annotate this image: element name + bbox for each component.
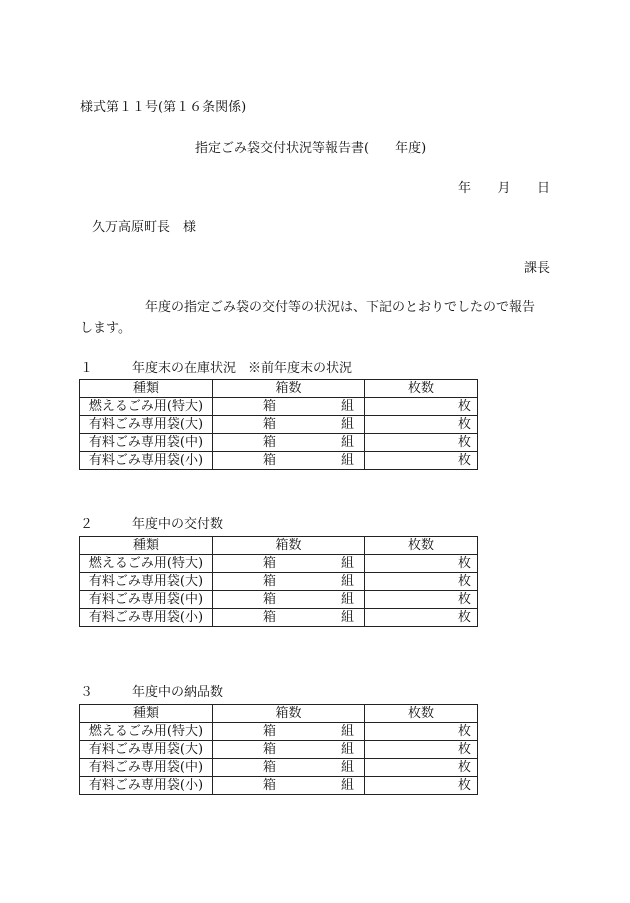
table-header-row bbox=[80, 705, 478, 723]
table-row bbox=[80, 416, 478, 434]
section-title: 年度中の納品数 bbox=[132, 685, 224, 700]
sheet-cell[interactable]: 枚 bbox=[365, 398, 478, 416]
date-month-label: 月 bbox=[497, 181, 511, 196]
sheet-cell[interactable]: 枚 bbox=[365, 555, 478, 573]
row-kind: 有料ごみ専用袋(小) bbox=[80, 452, 213, 470]
sender-title: 課長 bbox=[523, 261, 550, 276]
sheet-cell[interactable]: 枚 bbox=[365, 609, 478, 627]
header-sheets: 枚数 bbox=[365, 537, 478, 555]
table-row bbox=[80, 723, 478, 741]
body-text-line-2: します。 bbox=[80, 321, 131, 336]
header-kind: 種類 bbox=[80, 380, 213, 398]
table-row bbox=[80, 452, 478, 470]
row-kind: 有料ごみ専用袋(中) bbox=[80, 434, 213, 452]
sheet-cell[interactable]: 枚 bbox=[365, 723, 478, 741]
table-row bbox=[80, 609, 478, 627]
section-2-table bbox=[79, 536, 478, 627]
date-year-label: 年 bbox=[458, 181, 472, 196]
section-2-heading bbox=[80, 513, 223, 532]
document-title: 指定ごみ袋交付状況等報告書( 年度) bbox=[195, 141, 427, 156]
section-title: 年度末の在庫状況 bbox=[132, 361, 237, 376]
sheet-cell[interactable]: 枚 bbox=[365, 434, 478, 452]
box-set-cell[interactable]: 箱 組 bbox=[213, 555, 365, 573]
sheet-cell[interactable]: 枚 bbox=[365, 452, 478, 470]
section-note: ※前年度末の状況 bbox=[248, 361, 353, 376]
form-number: 様式第１１号(第１６条関係) bbox=[80, 100, 247, 115]
row-kind: 有料ごみ専用袋(小) bbox=[80, 609, 213, 627]
table-row bbox=[80, 759, 478, 777]
table-header-row bbox=[80, 380, 478, 398]
section-title: 年度中の交付数 bbox=[132, 517, 224, 532]
row-kind: 有料ごみ専用袋(中) bbox=[80, 591, 213, 609]
header-kind: 種類 bbox=[80, 705, 213, 723]
row-kind: 有料ごみ専用袋(大) bbox=[80, 741, 213, 759]
header-sheets: 枚数 bbox=[365, 380, 478, 398]
date-line bbox=[458, 177, 550, 196]
section-1-table bbox=[79, 379, 478, 470]
section-3-heading bbox=[80, 681, 223, 700]
box-set-cell[interactable]: 箱 組 bbox=[213, 723, 365, 741]
section-3-table bbox=[79, 704, 478, 795]
table-row bbox=[80, 591, 478, 609]
header-sheets: 枚数 bbox=[365, 705, 478, 723]
section-number: ２ bbox=[80, 517, 94, 532]
section-1-heading bbox=[80, 357, 352, 376]
box-set-cell[interactable]: 箱 組 bbox=[213, 777, 365, 795]
box-set-cell[interactable]: 箱 組 bbox=[213, 759, 365, 777]
box-set-cell[interactable]: 箱 組 bbox=[213, 452, 365, 470]
section-number: １ bbox=[80, 361, 94, 376]
date-day-label: 日 bbox=[536, 181, 550, 196]
header-boxes: 箱数 bbox=[213, 380, 365, 398]
box-set-cell[interactable]: 箱 組 bbox=[213, 416, 365, 434]
table-header-row bbox=[80, 537, 478, 555]
header-kind: 種類 bbox=[80, 537, 213, 555]
section-number: ３ bbox=[80, 685, 94, 700]
sheet-cell[interactable]: 枚 bbox=[365, 741, 478, 759]
table-row bbox=[80, 741, 478, 759]
table-row bbox=[80, 573, 478, 591]
row-kind: 有料ごみ専用袋(小) bbox=[80, 777, 213, 795]
row-kind: 燃えるごみ用(特大) bbox=[80, 723, 213, 741]
table-row bbox=[80, 434, 478, 452]
table-row bbox=[80, 398, 478, 416]
table-row bbox=[80, 555, 478, 573]
sheet-cell[interactable]: 枚 bbox=[365, 416, 478, 434]
box-set-cell[interactable]: 箱 組 bbox=[213, 434, 365, 452]
box-set-cell[interactable]: 箱 組 bbox=[213, 741, 365, 759]
sheet-cell[interactable]: 枚 bbox=[365, 777, 478, 795]
row-kind: 有料ごみ専用袋(中) bbox=[80, 759, 213, 777]
box-set-cell[interactable]: 箱 組 bbox=[213, 591, 365, 609]
header-boxes: 箱数 bbox=[213, 537, 365, 555]
box-set-cell[interactable]: 箱 組 bbox=[213, 573, 365, 591]
sheet-cell[interactable]: 枚 bbox=[365, 591, 478, 609]
box-set-cell[interactable]: 箱 組 bbox=[213, 398, 365, 416]
addressee: 久万高原町長 様 bbox=[92, 220, 197, 235]
table-row bbox=[80, 777, 478, 795]
row-kind: 有料ごみ専用袋(大) bbox=[80, 573, 213, 591]
body-text-line-1: 年度の指定ごみ袋の交付等の状況は、下記のとおりでしたので報告 bbox=[145, 300, 536, 315]
header-boxes: 箱数 bbox=[213, 705, 365, 723]
box-set-cell[interactable]: 箱 組 bbox=[213, 609, 365, 627]
sheet-cell[interactable]: 枚 bbox=[365, 573, 478, 591]
sheet-cell[interactable]: 枚 bbox=[365, 759, 478, 777]
row-kind: 燃えるごみ用(特大) bbox=[80, 555, 213, 573]
row-kind: 燃えるごみ用(特大) bbox=[80, 398, 213, 416]
row-kind: 有料ごみ専用袋(大) bbox=[80, 416, 213, 434]
